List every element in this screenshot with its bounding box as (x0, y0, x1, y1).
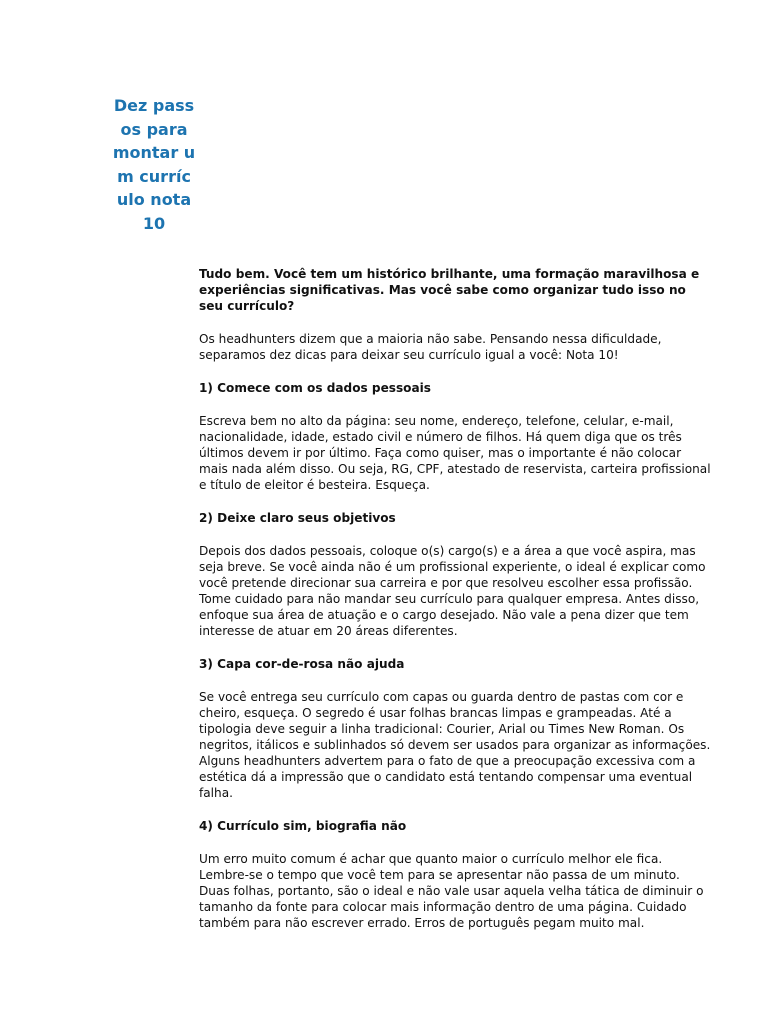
section-body-3: Se você entrega seu currículo com capas ou guarda dentro de pastas com cor e cheiro, esqueça. O segredo é usar folhas brancas limpas e grampeadas. Até a tipologia deve seguir a linha tradicional: Courier, Arial ou Times New Roman. Os negritos, itálicos e sublinhados só devem ser usados para organizar as informações. Alguns headhunters advertem para o fato de que a preocupação excessiva com a estética dá a impressão que o candidato está tentando compensar uma eventual falha. (199, 690, 711, 800)
intro-bold-paragraph: Tudo bem. Você tem um histórico brilhante, uma formação maravilhosa e experiências significativas. Mas você sabe como organizar tudo isso no seu currículo? (199, 267, 700, 313)
section-heading-1: 1) Comece com os dados pessoais (199, 381, 431, 395)
section-body-2: Depois dos dados pessoais, coloque o(s) cargo(s) e a área a que você aspira, mas seja breve. Se você ainda não é um profissional experiente, o ideal é explicar como você pretende direcionar sua carreira e por que resolveu escolher essa profissão. Tome cuidado para não mandar seu currículo para qualquer empresa. Antes disso, enfoque sua área de atuação e o cargo desejado. Não vale a pena dizer que tem interesse de atuar em 20 áreas diferentes. (199, 544, 706, 638)
section-heading-4: 4) Currículo sim, biografia não (199, 819, 407, 833)
section-heading-2: 2) Deixe claro seus objetivos (199, 511, 396, 525)
page-title: Dez passos para montar um currículo nota 10 (112, 96, 196, 233)
article-body (199, 266, 711, 948)
intro-paragraph: Os headhunters dizem que a maioria não sabe. Pensando nessa dificuldade, separamos dez dicas para deixar seu currículo igual a você: Nota 10! (199, 332, 662, 362)
section-heading-3: 3) Capa cor-de-rosa não ajuda (199, 657, 405, 671)
section-body-4: Um erro muito comum é achar que quanto maior o currículo melhor ele fica. Lembre-se o tempo que você tem para se apresentar não passa de um minuto. Duas folhas, portanto, são o ideal e não vale usar aquela velha tática de diminuir o tamanho da fonte para colocar mais informação dentro de uma página. Cuidado também para não escrever errado. Erros de português pegam muito mal. (199, 852, 704, 930)
section-body-1: Escreva bem no alto da página: seu nome, endereço, telefone, celular, e-mail, nacionalidade, idade, estado civil e número de filhos. Há quem diga que os três últimos devem ir por último. Faça como quiser, mas o importante é não colocar mais nada além disso. Ou seja, RG, CPF, atestado de reservista, carteira profissional e título de eleitor é besteira. Esqueça. (199, 414, 711, 492)
